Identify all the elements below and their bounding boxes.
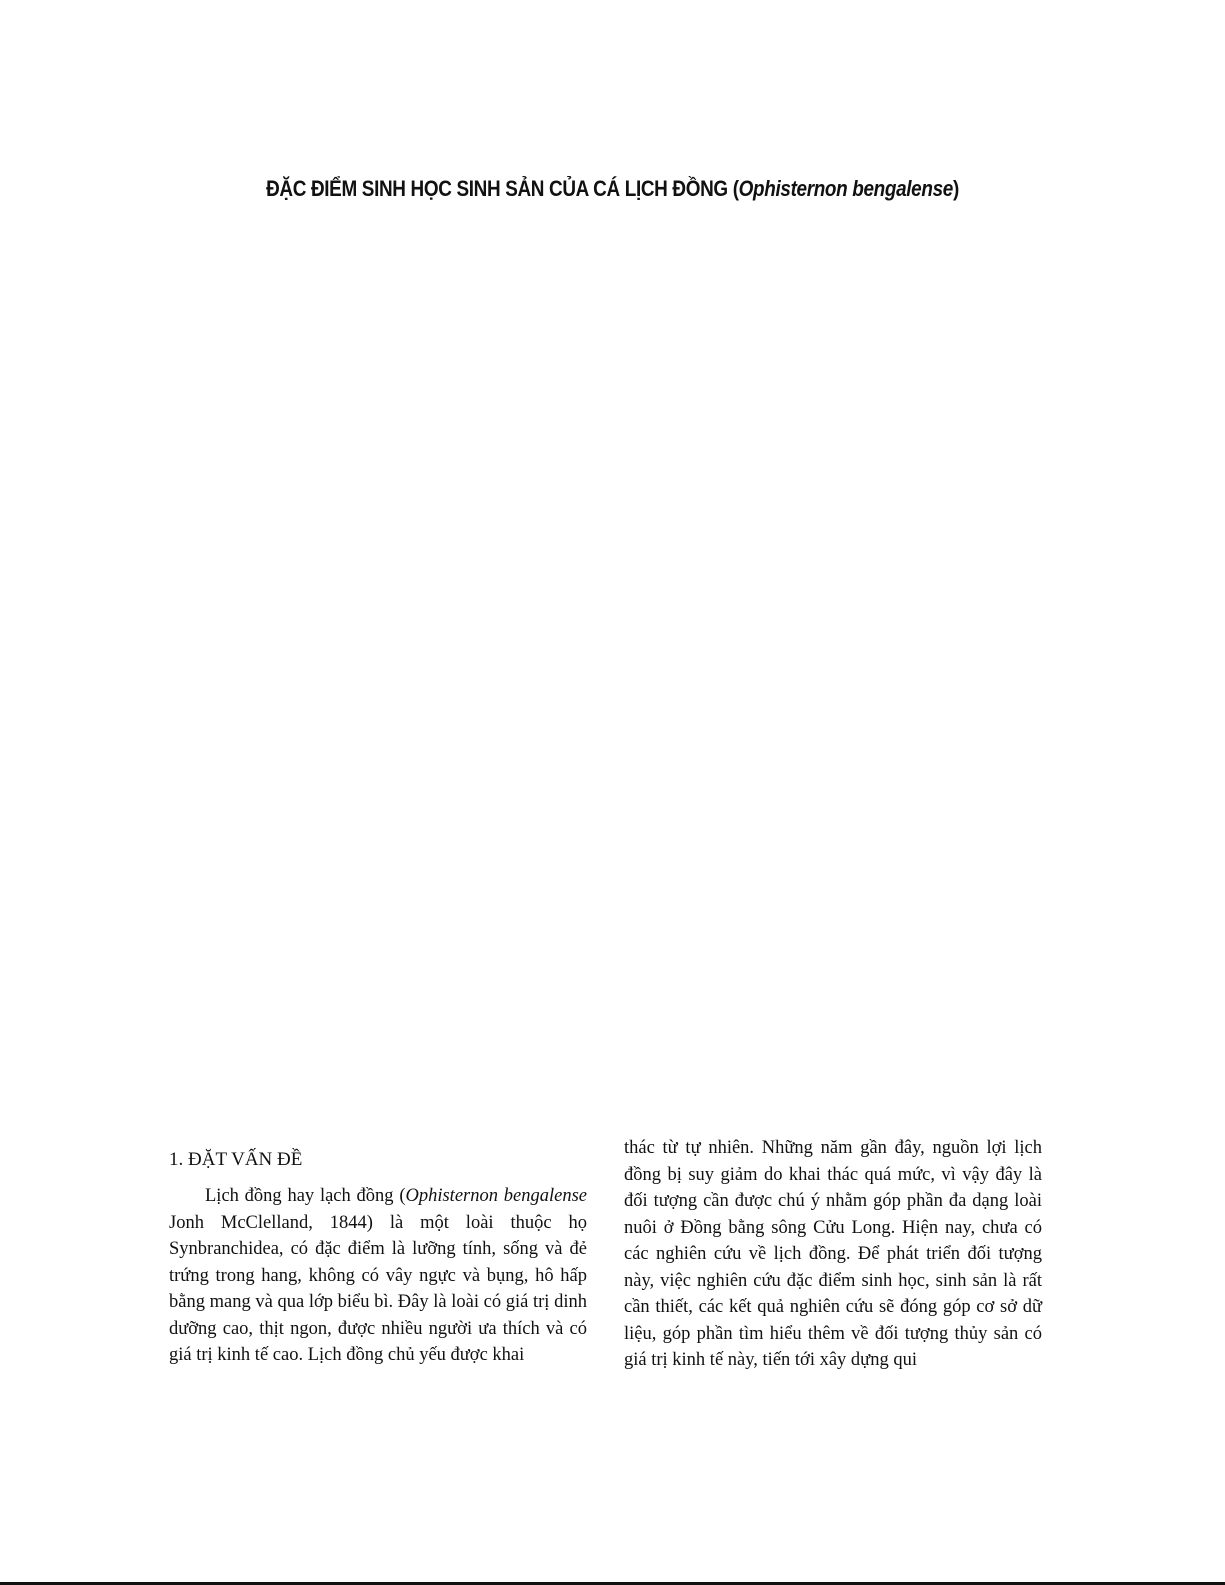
paragraph-text-start: Lịch đồng hay lạch đồng (	[205, 1186, 406, 1206]
title-prefix: ĐẶC ĐIỂM SINH HỌC SINH SẢN CỦA CÁ LỊCH ĐỒNG (	[266, 176, 739, 201]
title-suffix: )	[952, 176, 959, 201]
paper-title	[86, 176, 1140, 202]
paragraph-text-rest: Jonh McClelland, 1844) là một loài thuộc họ Synbranchidea, có đặc điểm là lưỡng tính, sống và đẻ trứng trong hang, không có vây ngực và bụng, hô hấp bằng mang và qua lớp biểu bì. Đây là loài có giá trị dinh dưỡng cao, thịt ngon, được nhiều người ưa thích và có giá trị kinh tế cao. Lịch đồng chủ yếu được khai	[169, 1212, 587, 1365]
body-paragraph	[169, 1183, 587, 1369]
right-column	[624, 1135, 1042, 1374]
body-paragraph-continued: thác từ tự nhiên. Những năm gần đây, nguồn lợi lịch đồng bị suy giảm do khai thác quá mức, vì vậy đây là đối tượng cần được chú ý nhằm góp phần đa dạng loài nuôi ở Đồng bằng sông Cửu Long. Hiện nay, chưa có các nghiên cứu về lịch đồng. Để phát triển đối tượng này, việc nghiên cứu đặc điểm sinh học, sinh sản là rất cần thiết, các kết quả nghiên cứu sẽ đóng góp cơ sở dữ liệu, góp phần tìm hiểu thêm về đối tượng thủy sản có giá trị kinh tế này, tiến tới xây dựng qui	[624, 1138, 1042, 1370]
section-heading: 1. ĐẶT VẤN ĐỀ	[169, 1149, 303, 1170]
left-column	[169, 1135, 587, 1369]
paragraph-scientific-name: Ophisternon bengalense	[405, 1186, 587, 1206]
title-scientific-name: Ophisternon bengalense	[738, 176, 953, 201]
